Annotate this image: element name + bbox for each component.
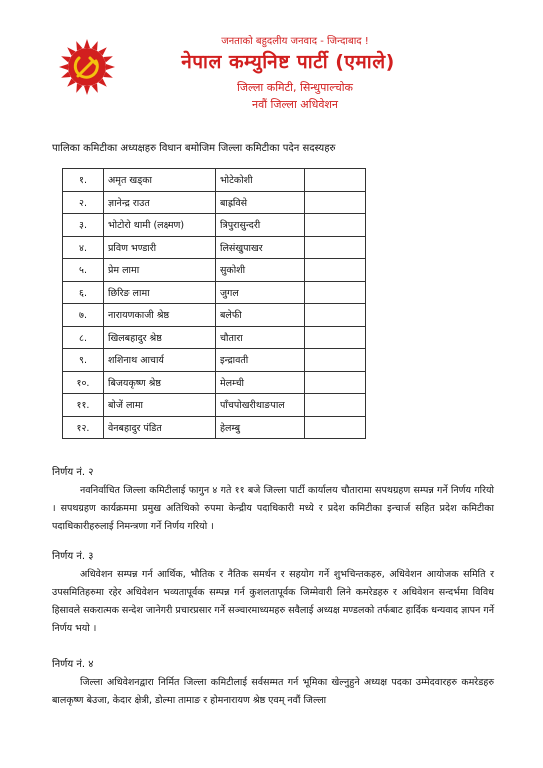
blank-cell bbox=[305, 259, 366, 282]
member-name: ज्ञानेन्द्र राउत bbox=[104, 191, 216, 214]
members-table bbox=[62, 168, 366, 439]
member-number: १. bbox=[63, 169, 104, 192]
table-row bbox=[63, 214, 366, 237]
blank-cell bbox=[305, 394, 366, 417]
table-row bbox=[63, 371, 366, 394]
party-name: नेपाल कम्युनिष्ट पार्टी (एमाले) bbox=[181, 51, 395, 73]
blank-cell bbox=[305, 214, 366, 237]
member-name: खिलबहादुर श्रेष्ठ bbox=[104, 326, 216, 349]
table-row bbox=[63, 191, 366, 214]
member-name: प्रेम लामा bbox=[104, 259, 216, 282]
table-row bbox=[63, 349, 366, 372]
member-number: १२. bbox=[63, 416, 104, 439]
decision-text: अधिवेशन सम्पन्न गर्न आर्थिक, भौतिक र नैतिक समर्थन र सहयोग गर्ने शुभचिन्तकहरु, अधिवेशन आयोजक समिति र उपसमितिहरुमा रहेर अधिवेशन भव्यतापूर्वक सम्पन्न गर्न कुशलतापूर्वक जिम्मेवारी लिने कमरेडहरु र अधिवेशन सन्दर्भमा विविध हिसावले सकरात्मक सन्देश जानेगरी प्रचारप्रसार गर्ने सञ्चारमाध्यमहरु सवैलाई अध्यक्ष मण्डलको तर्फबाट हार्दिक धन्यवाद ज्ञापन गर्ने निर्णय भयो । bbox=[52, 569, 494, 634]
member-municipality: चौतारा bbox=[216, 326, 305, 349]
decision-heading: निर्णय नं. ४ bbox=[52, 659, 94, 670]
member-municipality: लिसंखुपाखर bbox=[216, 236, 305, 259]
member-number: १०. bbox=[63, 371, 104, 394]
member-name: नारायणकाजी श्रेष्ठ bbox=[104, 304, 216, 327]
members-intro: पालिका कमिटीका अध्यक्षहरु विधान बमोजिम जिल्ला कमिटीका पदेन सदस्यहरु bbox=[52, 143, 336, 154]
member-municipality: भोटेकोशी bbox=[216, 169, 305, 192]
table-row bbox=[63, 259, 366, 282]
member-number: ३. bbox=[63, 214, 104, 237]
blank-cell bbox=[305, 326, 366, 349]
member-number: ८. bbox=[63, 326, 104, 349]
blank-cell bbox=[305, 304, 366, 327]
member-name: बोजें लामा bbox=[104, 394, 216, 417]
member-municipality: जुगल bbox=[216, 281, 305, 304]
member-number: ५. bbox=[63, 259, 104, 282]
blank-cell bbox=[305, 236, 366, 259]
member-municipality: मेलम्ची bbox=[216, 371, 305, 394]
decision-text: जिल्ला अधिवेशनद्वारा निर्मित जिल्ला कमिटीलाई सर्वसम्मत गर्न भूमिका खेल्नुहुने अध्यक्ष पदका उम्मेदवारहरु कमरेडहरु बालकृष्ण बेउजा, केदार क्षेत्री, डोल्मा तामाङ र होमनारायण श्रेष्ठ एवम् नवौं जिल्ला bbox=[52, 677, 494, 706]
member-number: ११. bbox=[63, 394, 104, 417]
table-row bbox=[63, 169, 366, 192]
member-municipality: बलेफी bbox=[216, 304, 305, 327]
decision-heading: निर्णय नं. ३ bbox=[52, 551, 94, 562]
blank-cell bbox=[305, 191, 366, 214]
district-committee: जिल्ला कमिटी, सिन्धुपाल्चोक bbox=[236, 81, 353, 94]
member-name: छिरिङ लामा bbox=[104, 281, 216, 304]
member-municipality: सुकोशी bbox=[216, 259, 305, 282]
member-municipality: हेलम्बु bbox=[216, 416, 305, 439]
member-name: भोटोरो थामी (लक्ष्मण) bbox=[104, 214, 216, 237]
table-row bbox=[63, 236, 366, 259]
member-name: प्रविण भण्डारी bbox=[104, 236, 216, 259]
blank-cell bbox=[305, 416, 366, 439]
blank-cell bbox=[305, 371, 366, 394]
table-row bbox=[63, 394, 366, 417]
decision-text: नवनिर्वाचित जिल्ला कमिटीलाई फागुन ४ गते ११ बजे जिल्ला पार्टी कार्यालय चौतारामा सपथग्रहण सम्पन्न गर्ने निर्णय गरियो । सपथग्रहण कार्यक्रममा प्रमुख अतिथिको रुपमा केन्द्रीय पदाधिकारी मध्ये र प्रदेश कमिटीका इन्चार्ज सहित प्रदेश कमिटीका पदाधिकारीहरुलाई निमन्त्रणा गर्ने निर्णय गरियो । bbox=[52, 485, 494, 532]
slogan: जनताको बहुदलीय जनवाद - जिन्दाबाद ! bbox=[221, 36, 369, 47]
blank-cell bbox=[305, 169, 366, 192]
member-municipality: त्रिपुरासुन्दरी bbox=[216, 214, 305, 237]
member-municipality: पाँचपोखरीथाङपाल bbox=[216, 394, 305, 417]
blank-cell bbox=[305, 349, 366, 372]
member-municipality: बाह्रविसे bbox=[216, 191, 305, 214]
member-number: ६. bbox=[63, 281, 104, 304]
member-number: ४. bbox=[63, 236, 104, 259]
member-name: अमृत खड्का bbox=[104, 169, 216, 192]
table-row bbox=[63, 281, 366, 304]
table-row bbox=[63, 326, 366, 349]
member-name: वेनबहादुर पंडित bbox=[104, 416, 216, 439]
member-number: २. bbox=[63, 191, 104, 214]
member-number: ७. bbox=[63, 304, 104, 327]
party-emblem-icon bbox=[58, 38, 116, 96]
member-number: ९. bbox=[63, 349, 104, 372]
decision-heading: निर्णय नं. २ bbox=[52, 467, 94, 478]
letterhead bbox=[0, 0, 543, 120]
member-municipality: इन्द्रावती bbox=[216, 349, 305, 372]
convention-title: नवौं जिल्ला अधिवेशन bbox=[251, 98, 339, 111]
table-row bbox=[63, 416, 366, 439]
blank-cell bbox=[305, 281, 366, 304]
member-name: शशिनाथ आचार्य bbox=[104, 349, 216, 372]
table-row bbox=[63, 304, 366, 327]
member-name: बिजयकृष्ण श्रेष्ठ bbox=[104, 371, 216, 394]
